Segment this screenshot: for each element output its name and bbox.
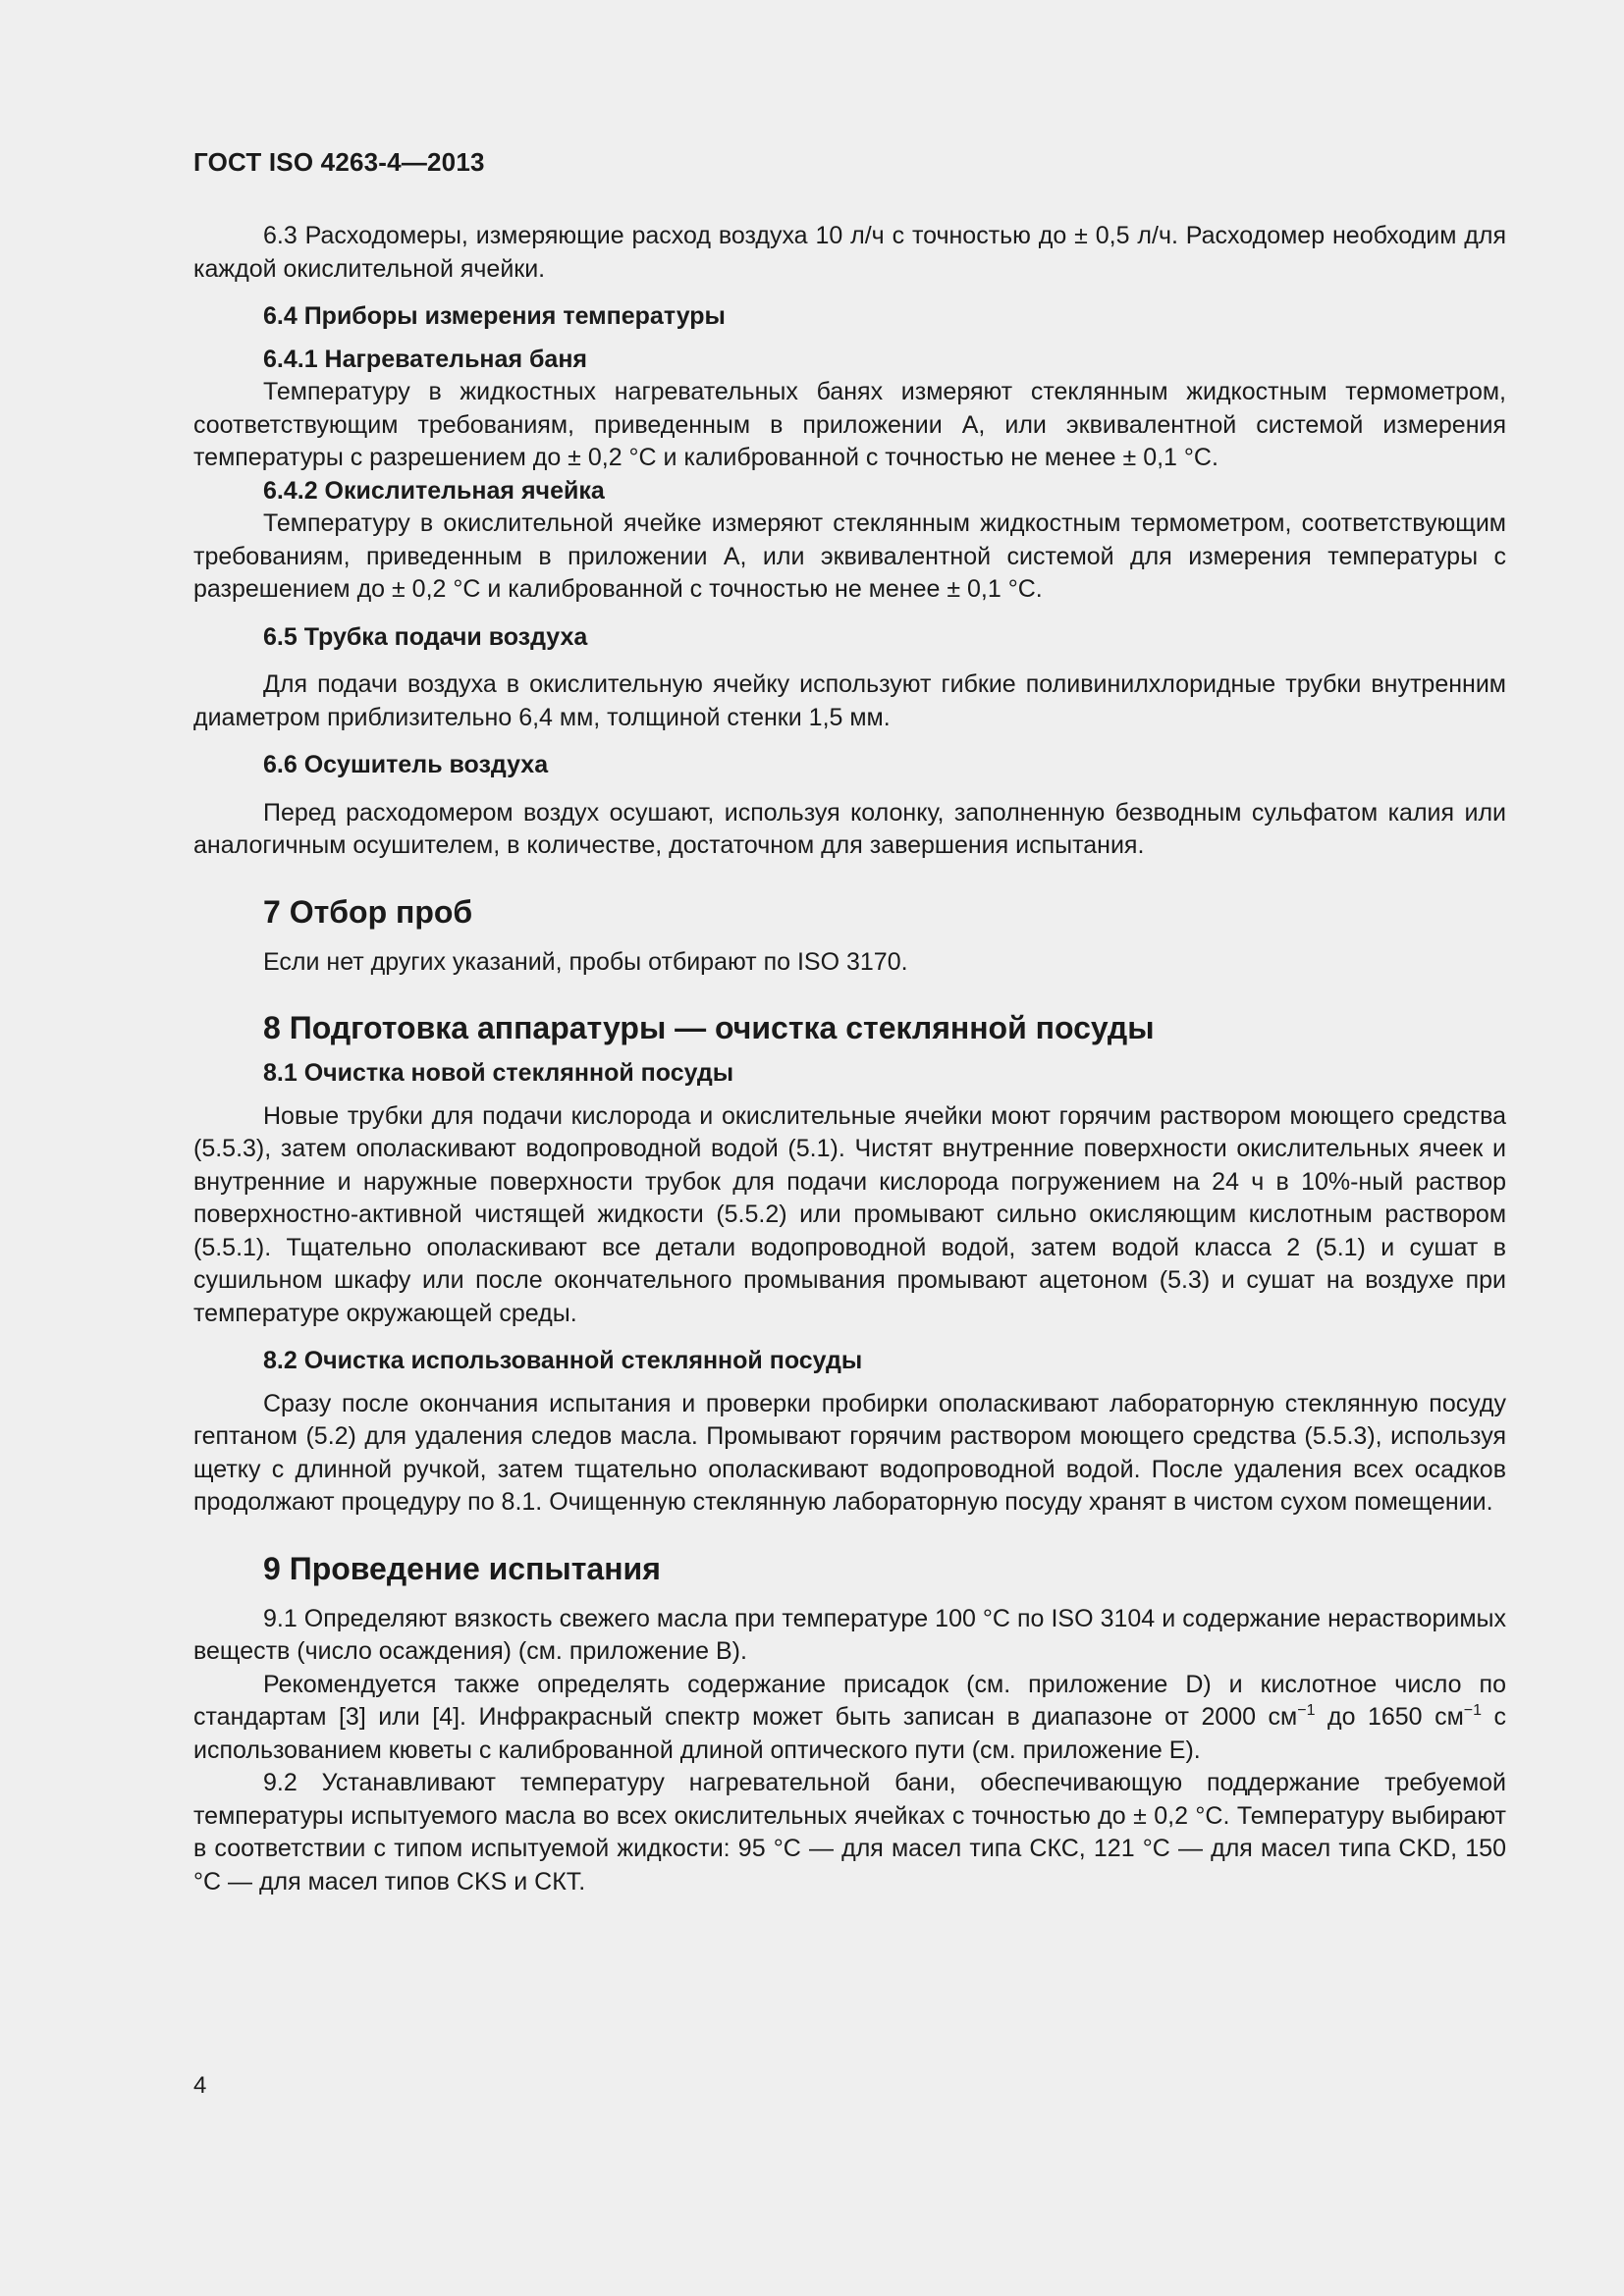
heading-8-1: 8.1 Очистка новой стеклянной посуды [263,1059,734,1087]
paragraph-6-3: 6.3 Расходомеры, измеряющие расход воздуха 10 л/ч с точностью до ± 0,5 л/ч. Расходомер необходим для каждой окислительной ячейки. [193,222,1506,283]
paragraph-9-1: 9.1 Определяют вязкость свежего масла при температуре 100 °С по ISO 3104 и содержание нерастворимых веществ (число осаждения) (см. приложение В). [193,1604,1506,1665]
page-number: 4 [193,2072,207,2099]
document-id-header: ГОСТ ISO 4263-4—2013 [193,147,485,177]
paragraph-9-1-additives-part1: Рекомендуется также определять содержание присадок (см. приложение D) и кислотное число по стандартам [3] или [4]. Инфракрасный спектр может быть записан в диапазоне от 2000 см [193,1670,1506,1731]
paragraph-9-1-additives-part3: с использованием кюветы с калиброванной длиной оптического пути (см. приложение Е). [193,1703,1507,1764]
paragraph-6-4-2: Температуру в окислительной ячейке измеряют стеклянным жидкостным термометром, соответствующим требованиям, приведенным в приложении А, или эквивалентной системой для измерения температуры с разрешением до ± 0,2 °С и калиброванной с точностью не менее ± 0,1 °С. [193,509,1506,603]
heading-section-7: 7 Отбор проб [263,893,473,930]
heading-8-2: 8.2 Очистка использованной стеклянной посуды [263,1347,863,1374]
heading-6-6: 6.6 Осушитель воздуха [263,751,549,778]
paragraph-9-1-additives-part2: до 1650 см [1315,1703,1464,1731]
paragraph-6-4-1: Температуру в жидкостных нагревательных банях измеряют стеклянным жидкостным термометром, соответствующим требованиям, приведенным в приложении А, или эквивалентной системой измерения температуры с разрешением до ± 0,2 °С и калиброванной с точностью не менее ± 0,1 °С. [193,378,1506,471]
superscript-minus-one: −1 [1297,1702,1316,1719]
paragraph-9-2: 9.2 Устанавливают температуру нагревательной бани, обеспечивающую поддержание требуемой температуры испытуемого масла во всех окислительных ячейках с точностью до ± 0,2 °С. Температуру выбирают в соответствии с типом испытуемой жидкости: 95 °С — для масел типа СКС, 121 °С — для масел типа CKD, 150 °С — для масел типов CKS и СКТ. [193,1769,1506,1896]
paragraph-9-1-additives [193,1669,1506,1768]
paragraph-6-5: Для подачи воздуха в окислительную ячейку используют гибкие поливинилхлоридные трубки внутренним диаметром приблизительно 6,4 мм, толщиной стенки 1,5 мм. [193,670,1506,731]
heading-section-9: 9 Проведение испытания [263,1550,661,1586]
paragraph-8-1: Новые трубки для подачи кислорода и окислительные ячейки моют горячим раствором моющего средства (5.5.3), затем ополаскивают водопроводной водой (5.1). Чистят внутренние поверхности окислительных ячеек и внутренние и наружные поверхности трубок для подачи кислорода погружением на 24 ч в 10%-ный раствор поверхностно-активной чистящей жидкости (5.5.2) или промывают сильно окисляющим кислотным раствором (5.5.1). Тщательно ополаскивают все детали водопроводной водой, затем водой класса 2 (5.1) и сушат в сушильном шкафу или после окончательного промывания промывают ацетоном (5.3) и сушат на воздухе при температуре окружающей среды. [193,1101,1506,1327]
heading-6-5: 6.5 Трубка подачи воздуха [263,622,588,651]
paragraph-7: Если нет других указаний, пробы отбирают по ISO 3170. [263,947,908,976]
heading-6-4-2: 6.4.2 Окислительная ячейка [263,476,605,505]
heading-section-8: 8 Подготовка аппаратуры — очистка стеклянной посуды [263,1010,1155,1045]
heading-6-4: 6.4 Приборы измерения температуры [263,302,726,330]
superscript-minus-one: −1 [1463,1702,1483,1719]
paragraph-6-6: Перед расходомером воздух осушают, используя колонку, заполненную безводным сульфатом калия или аналогичным осушителем, в количестве, достаточном для завершения испытания. [193,798,1506,859]
heading-6-4-1: 6.4.1 Нагревательная баня [263,345,588,373]
document-body [193,220,1506,1898]
paragraph-8-2: Сразу после окончания испытания и проверки пробирки ополаскивают лабораторную стеклянную посуду гептаном (5.2) для удаления следов масла. Промывают горячим раствором моющего средства (5.5.3), используя щетку с длинной ручкой, затем тщательно ополаскивают водопроводной водой. После удаления всех осадков продолжают процедуру по 8.1. Очищенную стеклянную лабораторную посуду хранят в чистом сухом помещении. [193,1389,1506,1516]
